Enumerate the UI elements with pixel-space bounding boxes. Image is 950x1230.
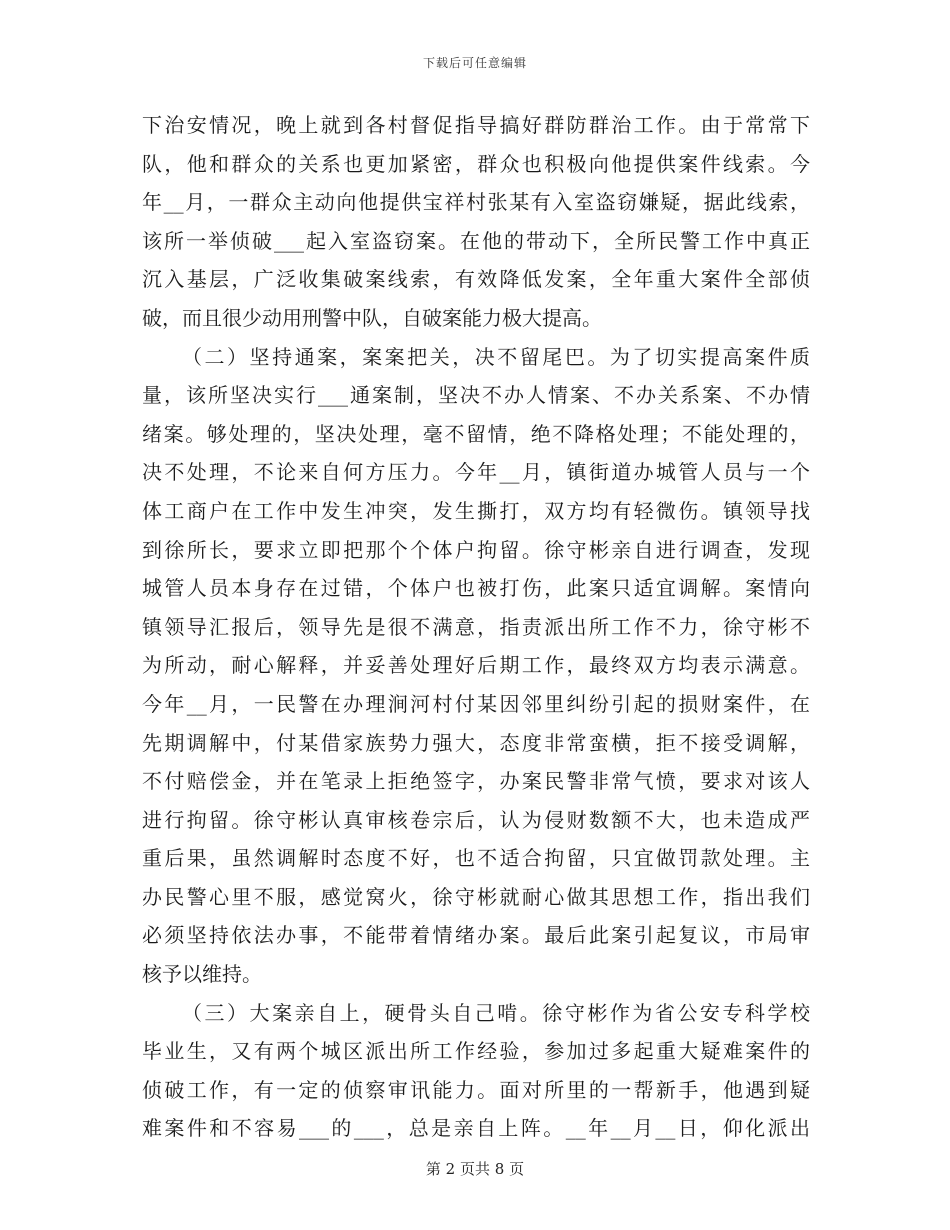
body-line: 必须坚持依法办事，不能带着情绪办案。最后此案引起复议，市局审 [142,923,810,948]
body-line: 先期调解中，付某借家族势力强大，态度非常蛮横，拒不接受调解， [142,730,810,755]
body-line: 重后果，虽然调解时态度不好，也不适合拘留，只宜做罚款处理。主 [142,846,810,871]
body-line: 年__月，一群众主动向他提供宝祥村张某有入室盗窃嫌疑，据此线索， [142,190,810,215]
body-line: 难案件和不容易___的___，总是亲自上阵。__年__月__日，仰化派出 [142,1116,810,1141]
body-line: 体工商户在工作中发生冲突，发生撕打，双方均有轻微伤。镇领导找 [142,498,810,523]
body-line: 城管人员本身存在过错，个体户也被打伤，此案只适宜调解。案情向 [142,576,810,601]
body-line: 绪案。够处理的，坚决处理，毫不留情，绝不降格处理；不能处理的， [142,421,810,446]
body-line: 侦破工作，有一定的侦察审讯能力。面对所里的一帮新手，他遇到疑 [142,1077,810,1102]
body-line: 今年__月，一民警在办理涧河村付某因邻里纠纷引起的损财案件，在 [142,691,810,716]
body-line: 决不处理，不论来自何方压力。今年__月，镇街道办城管人员与一个 [142,460,810,485]
body-line: 到徐所长，要求立即把那个个体户拘留。徐守彬亲自进行调查，发现 [142,537,810,562]
document-body [142,106,810,1148]
body-line: 队，他和群众的关系也更加紧密，群众也积极向他提供案件线索。今 [142,151,810,176]
body-line: 镇领导汇报后，领导先是很不满意，指责派出所工作不力，徐守彬不 [142,614,810,639]
body-line: 毕业生，又有两个城区派出所工作经验，参加过多起重大疑难案件的 [142,1039,810,1064]
body-line: 量，该所坚决实行___通案制，坚决不办人情案、不办关系案、不办情 [142,383,810,408]
body-line: 下治安情况，晚上就到各村督促指导搞好群防群治工作。由于常常下 [142,113,810,137]
section-heading-line: （二）坚持通案，案案把关，决不留尾巴。为了切实提高案件质 [182,344,810,369]
section-heading-line: （三）大案亲自上，硬骨头自己啃。徐守彬作为省公安专科学校 [182,1000,810,1025]
body-line: 核予以维持。 [142,962,262,987]
page-footer: 第 2 页共 8 页 [425,1160,525,1178]
body-line: 办民警心里不服，感觉窝火，徐守彬就耐心做其思想工作，指出我们 [142,884,810,909]
body-line: 进行拘留。徐守彬认真审核卷宗后，认为侵财数额不大，也未造成严 [142,807,810,832]
body-line: 该所一举侦破___起入室盗窃案。在他的带动下，全所民警工作中真正 [142,228,810,253]
body-line: 沉入基层，广泛收集破案线索，有效降低发案，全年重大案件全部侦 [142,267,810,292]
body-line: 破，而且很少动用刑警中队，自破案能力极大提高。 [142,305,602,330]
body-line: 为所动，耐心解释，并妥善处理好后期工作，最终双方均表示满意。 [142,653,810,678]
body-line: 不付赔偿金，并在笔录上拒绝签字，办案民警非常气愤，要求对该人 [142,769,810,794]
page-header: 下载后可任意编辑 [422,56,527,70]
